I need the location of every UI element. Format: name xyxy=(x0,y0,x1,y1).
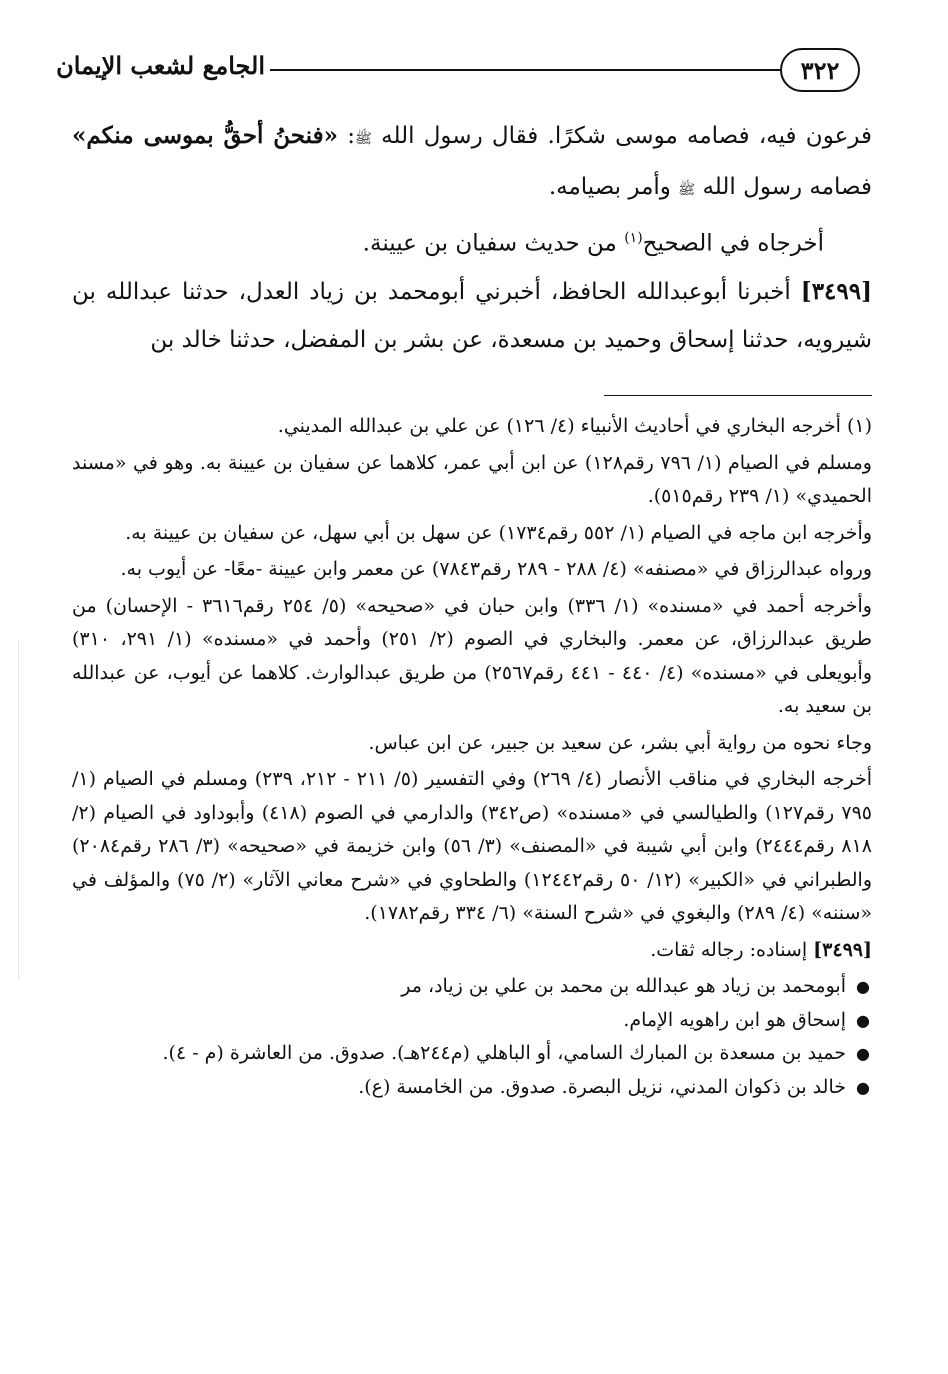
page-number: ٣٢٢ xyxy=(780,48,860,92)
running-title: الجامع لشعب الإيمان xyxy=(56,51,265,80)
bullet-icon: ● xyxy=(856,1010,870,1030)
text-run: من حديث سفيان بن عيينة. xyxy=(362,230,625,257)
main-text xyxy=(72,112,872,364)
list-item xyxy=(72,1004,872,1038)
footnote-ref[interactable]: (١) xyxy=(624,230,643,246)
paragraph-1 xyxy=(72,112,872,214)
footnote-line: وجاء نحوه من رواية أبي بشر، عن سعيد بن جبير، عن ابن عباس. xyxy=(368,731,872,754)
header-rule xyxy=(270,69,782,71)
text-run: فصامه رسول الله xyxy=(695,174,872,200)
text-run: : xyxy=(337,123,355,149)
verdict-text: إسناده: رجاله ثقات. xyxy=(650,938,814,961)
salla-glyph: ﷺ xyxy=(354,131,372,147)
footnote-line: أخرجه البخاري في مناقب الأنصار (٤/ ٢٦٩) وفي التفسير (٥/ ٢١١ - ٢١٢، ٢٣٩) ومسلم في الصيام (١/ ٧٩٥ رقم١٢٧) والطيالسي في «مسنده» (ص٣٤٢) والدارمي في الصوم (٤١٨) وأبوداود في الصيام (٢/ ٨١٨ رقم٢٤٤٤) وابن أبي شيبة في «المصنف» (٣/ ٥٦) وابن خزيمة في «صحيحه» (٣/ ٢٨٦ رقم٢٠٨٤) والطبراني في «الكبير» (١٢/ ٥٠ رقم١٢٤٤٢) والطحاوي في «شرح معاني الآثار» (٢/ ٧٥) والمؤلف في «سننه» (٤/ ٢٨٩) والبغوي في «شرح السنة» (٦/ ٣٣٤ رقم١٧٨٢). xyxy=(72,768,872,924)
isnad-text: أخبرنا أبوعبدالله الحافظ، أخبرني أبومحمد بن زياد العدل، حدثنا عبدالله بن شيرويه، حدثنا إسحاق وحميد بن مسعدة، عن بشر بن المفضل، حدثنا خالد بن xyxy=(72,278,872,353)
footnote-line: وأخرجه ابن ماجه في الصيام (١/ ٥٥٢ رقم١٧٣٤) عن سهل بن أبي سهل، عن سفيان بن عيينة به. xyxy=(125,521,872,544)
scan-artifact xyxy=(18,640,19,980)
bullet-icon: ● xyxy=(856,1077,870,1097)
page-header xyxy=(56,44,860,100)
narrator-text: حميد بن مسعدة بن المبارك السامي، أو الباهلي (م٢٤٤هـ). صدوق. من العاشرة (م - ٤). xyxy=(162,1042,846,1064)
footnote-separator xyxy=(604,395,872,396)
narrator-text: أبومحمد بن زياد هو عبدالله بن محمد بن علي بن زياد، مر xyxy=(401,975,846,997)
narrator-text: إسحاق هو ابن راهويه الإمام. xyxy=(623,1008,846,1031)
salla-glyph: ﷺ xyxy=(678,182,696,198)
prophetic-quote: «فنحنُ أحقُّ بموسى منكم» xyxy=(72,122,338,149)
footnote-line: ورواه عبدالرزاق في «مصنفه» (٤/ ٢٨٨ - ٢٨٩ رقم٧٨٤٣) عن معمر وابن عيينة -معًا- عن أيوب به. xyxy=(120,558,872,580)
hadith-number: [٣٤٩٩] xyxy=(800,277,872,305)
text-run: وأمر بصيامه. xyxy=(548,174,679,200)
text-run: فرعون فيه، فصامه موسى شكرًا. فقال رسول الله xyxy=(371,123,872,149)
list-item xyxy=(72,1071,872,1105)
paragraph-2 xyxy=(72,214,872,268)
isnad-verdict xyxy=(72,934,872,968)
verdict-number: [٣٤٩٩] xyxy=(813,938,872,961)
narrator-list xyxy=(72,970,872,1104)
footnote-line: (١) أخرجه البخاري في أحاديث الأنبياء (٤/ ١٢٦) عن علي بن عبدالله المديني. xyxy=(277,415,872,437)
bullet-icon: ● xyxy=(856,977,870,996)
paragraph-3 xyxy=(72,268,872,364)
list-item xyxy=(72,1037,872,1071)
footnotes xyxy=(72,410,872,1104)
text-run: أخرجاه في الصحيح xyxy=(642,230,824,257)
narrator-text: خالد بن ذكوان المدني، نزيل البصرة. صدوق. من الخامسة (ع). xyxy=(358,1075,846,1098)
footnote-line: وأخرجه أحمد في «مسنده» (١/ ٣٣٦) وابن حبان في «صحيحه» (٥/ ٢٥٤ رقم٣٦١٦ - الإحسان) من طريق عبدالرزاق، عن معمر. والبخاري في الصوم (٢/ ٢٥١) وأحمد في «مسنده» (١/ ٢٩١، ٣١٠) وأبويعلى في «مسنده» (٤/ ٤٤٠ - ٤٤١ رقم٢٥٦٧) من طريق عبدالوارث. كلاهما عن أيوب، عن عبدالله بن سعيد به. xyxy=(72,594,872,717)
footnote-line: ومسلم في الصيام (١/ ٧٩٦ رقم١٢٨) عن ابن أبي عمر، كلاهما عن سفيان بن عيينة به. وهو في «مسند الحميدي» (١/ ٢٣٩ رقم٥١٥). xyxy=(72,451,872,507)
bullet-icon: ● xyxy=(856,1044,870,1063)
list-item xyxy=(72,970,872,1004)
